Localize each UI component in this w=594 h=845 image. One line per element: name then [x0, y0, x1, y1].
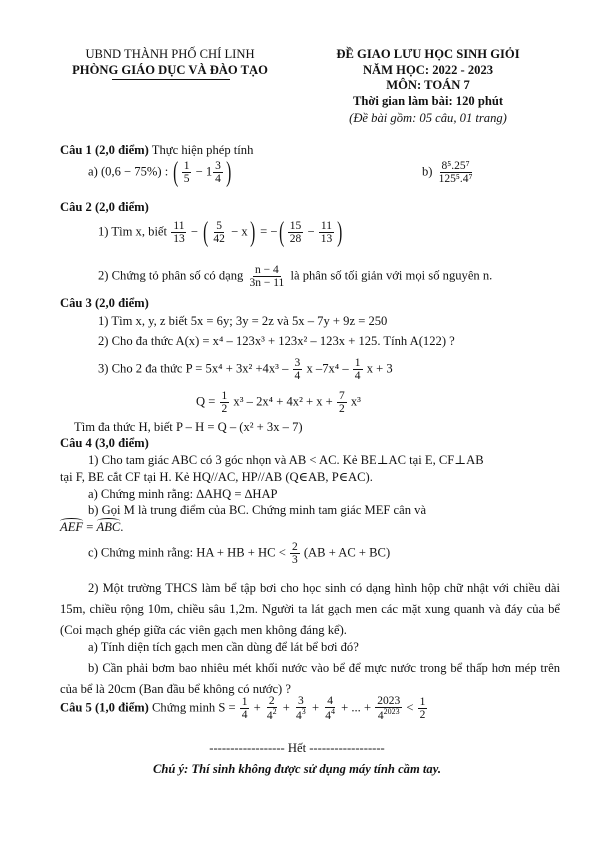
q4-p1-b-arcs — [60, 520, 123, 536]
q3-p3-a: 3) Cho 2 đa thức P = 5x⁴ + 3x² +4x³ – — [98, 361, 289, 376]
subject: MÔN: TOÁN 7 — [386, 78, 470, 93]
q1-instruction: Thực hiện phép tính — [151, 143, 254, 157]
q2-part-2 — [98, 264, 492, 289]
q1-a-label: a) — [88, 164, 98, 179]
header-underline — [112, 79, 230, 80]
arc-equals: = — [83, 520, 97, 534]
org-line2: PHÒNG GIÁO DỤC VÀ ĐÀO TẠO — [72, 62, 268, 77]
q4-p1-b: b) Gọi M là trung điểm của BC. Chứng minh tam giác MEF cân và — [88, 503, 427, 517]
q5-title: Câu 5 (1,0 điểm) — [60, 700, 149, 715]
arc-aef: AEF — [60, 520, 84, 534]
footer-note: Chú ý: Thí sinh không được sử dụng máy tính cầm tay. — [152, 762, 441, 776]
q4-c-a: c) Chứng minh rằng: HA + HB + HC < — [88, 545, 286, 560]
q3-p3-b: x –7x⁴ – — [306, 361, 349, 376]
q3-q-b: x³ – 2x⁴ + 4x² + x + — [233, 394, 333, 409]
q5-line: Câu 5 (1,0 điểm) Chứng minh S = $\frac{1}{4}$ + $\frac{2}{4^2}$ + $\frac{3}{4^3}$ + $\frac{4}{4^4}$ + ... + $\frac{2023}{4^{2023}}$ < $\frac{1}{2}$ — [60, 695, 426, 722]
q3-q-c: x³ — [350, 394, 361, 409]
q1-heading — [60, 143, 253, 159]
q3-p3-c: x + 3 — [366, 361, 393, 376]
q4-title: Câu 4 (3,0 điểm) — [60, 436, 149, 450]
q2-p2-text-a: 2) Chứng tỏ phân số có dạng — [98, 268, 244, 283]
q5-lt: < — [406, 700, 414, 715]
q3-title: Câu 3 (2,0 điểm) — [60, 296, 149, 310]
q4-p2-b: b) Cần phải bơm bao nhiêu mét khối nước vào bể để mực nước trong bể thấp hơn mép trên của bể là 20cm (Ban đầu bể không có nước) ? — [60, 661, 560, 696]
q2-p2-denominator: 3n − 11 — [249, 277, 285, 290]
q4-p1-c — [88, 541, 390, 566]
q2-title: Câu 2 (2,0 điểm) — [60, 200, 149, 214]
q1-b-label: b) — [422, 164, 433, 179]
q2-p2-text-b: là phân số tối giản với mọi số nguyên n. — [290, 268, 493, 283]
q1-part-a: a) (0,6 − 75%) : ( $\frac{1}{5}$ − 1 $\frac{3}{4}$ ) — [88, 157, 232, 188]
q5-text: Chứng minh S = — [152, 700, 236, 715]
q1-a-expr-start: (0,6 − 75%) : — [100, 164, 169, 179]
q2-part-1: 1) Tìm x, biết $\frac{11}{13}$ − ( $\frac{5}{42}$ − x) = −( $\frac{15}{28}$ − $\frac{11}{13}$ ) — [98, 217, 343, 248]
exam-note: (Đề bài gồm: 05 câu, 01 trang) — [349, 111, 507, 125]
q4-c-num: 2 — [291, 541, 298, 553]
arc-abc: ABC — [96, 520, 121, 534]
end-marker: ------------------ Hết ------------------ — [209, 741, 385, 755]
q4-c-den: 3 — [291, 554, 298, 567]
arc-period: . — [120, 520, 124, 534]
exam-title: ĐỀ GIAO LƯU HỌC SINH GIỎI — [336, 47, 520, 61]
q4-p1-line1: 1) Cho tam giác ABC có 3 góc nhọn và AB < AC. Kẻ BE⊥AC tại E, CF⊥AB — [88, 453, 484, 467]
q4-p1-line2: tại F, BE cắt CF tại H. Kẻ HQ//AC, HP//AB (Q∈AB, P∈AC). — [60, 470, 373, 484]
org-line1: UBND THÀNH PHỐ CHÍ LINH — [85, 47, 255, 61]
q3-find-h: Tìm đa thức H, biết P – H = Q – (x² + 3x – 7) — [74, 420, 303, 434]
q4-c-b: (AB + AC + BC) — [303, 545, 391, 560]
q3-part-1: 1) Tìm x, y, z biết 5x = 6y; 3y = 2z và 5x – 7y + 9z = 250 — [98, 314, 388, 328]
q1-title: Câu 1 (2,0 điểm) — [60, 143, 149, 157]
q5-dots: + ... + — [341, 700, 372, 715]
q2-p1-text: 1) Tìm x, biết — [98, 224, 168, 239]
q1-b-denominator: 125⁵.4⁷ — [438, 173, 473, 186]
q4-part-2: 2) Một trường THCS làm bể tập bơi cho học sinh có dạng hình hộp chữ nhật với chiều dài 15m, chiều rộng 10m, chiều sâu 1,2m. Người ta lát gạch men các mặt xung quanh và đáy của bể (Coi mạch ghép giữa các viên gạch men không đáng kể). — [60, 581, 560, 637]
q3-q-a: Q = — [196, 394, 216, 409]
q1-b-numerator: 8⁵.25⁷ — [441, 160, 470, 172]
school-year: NĂM HỌC: 2022 - 2023 — [362, 62, 494, 77]
q4-p2-a: a) Tính diện tích gạch men cần dùng để lát bể bơi đó? — [88, 640, 359, 654]
exam-title-block — [318, 47, 538, 110]
duration: Thời gian làm bài: 120 phút — [352, 94, 504, 109]
org-block — [60, 47, 280, 78]
q3-part-2: 2) Cho đa thức A(x) = x⁴ – 123x³ + 123x² – 123x + 125. Tính A(122) ? — [98, 334, 455, 348]
q3-part-3: 3) Cho 2 đa thức P = 5x⁴ + 3x² +4x³ – $\frac{3}{4}$ x –7x⁴ – $\frac{1}{4}$ x + 3 — [98, 357, 393, 383]
q2-p2-numerator: n − 4 — [255, 264, 279, 276]
q1-part-b — [422, 160, 476, 185]
q3-poly-q: Q = $\frac{1}{2}$ x³ – 2x⁴ + 4x² + x + $\frac{7}{2}$ x³ — [196, 390, 361, 416]
q4-p1-a: a) Chứng minh rằng: ∆AHQ = ∆HAP — [88, 487, 278, 501]
